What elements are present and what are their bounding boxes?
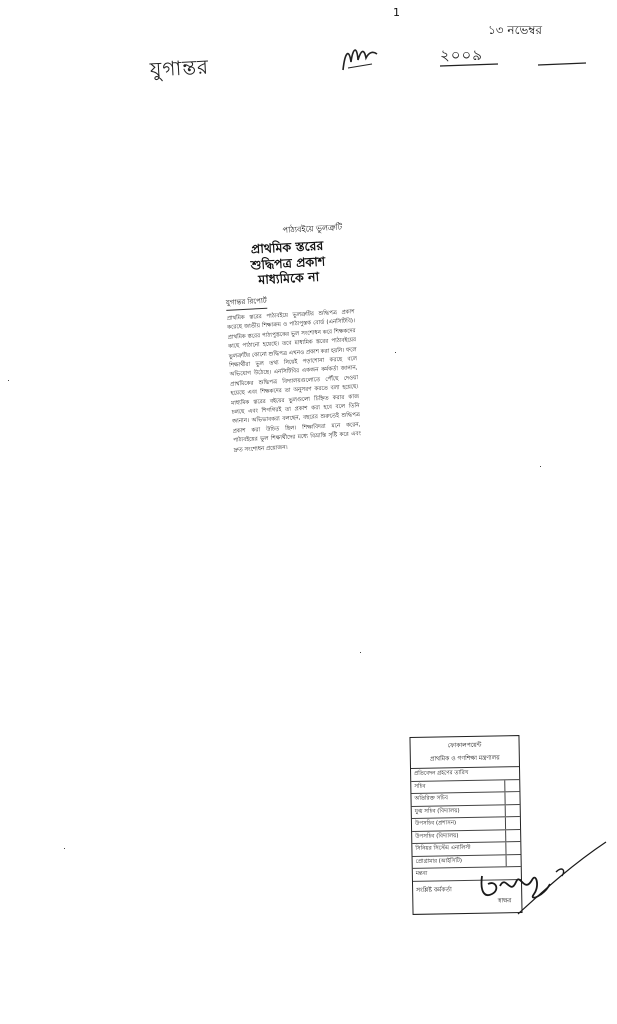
clipping-byline: যুগান্তর রিপোর্ট [226, 295, 267, 311]
headline-line-2: শুদ্ধিপত্র প্রকাশ [250, 253, 326, 273]
stamp-row-label: সিনিয়র সিস্টেম এনালিস্ট [415, 844, 471, 852]
stamp-row-label: উপসচিব (বিদ্যালয়) [415, 832, 459, 840]
handwritten-signature [470, 836, 610, 926]
date-line-2: ২০০৯ [440, 46, 483, 64]
date-line-1: ১৩ নভেম্বর [488, 23, 542, 37]
headline-line-3: মাধ্যমিকে না [257, 269, 320, 288]
stamp-subtitle: প্রাথমিক ও গণশিক্ষা মন্ত্রণালয় [411, 750, 519, 769]
stamp-row-label: প্রোগ্রামার (আইসিটি) [415, 857, 463, 865]
stamp-row-label: অতিরিক্ত সচিব [414, 795, 448, 802]
headline-line-1: প্রাথমিক স্তরের [250, 237, 324, 257]
stamp-checkbox [505, 805, 520, 817]
speck [8, 380, 9, 381]
stamp-row-label: মন্তব্য [415, 870, 428, 877]
clipping-kicker: পাঠ্যবইয়ে ভুলত্রুটি [282, 222, 343, 235]
stamp-checkbox [504, 792, 519, 804]
stamp-checkbox [504, 780, 519, 792]
clipping-headline [223, 236, 353, 290]
stamp-row-label: প্রতিবেদন গ্রহণের তারিখ [414, 769, 469, 777]
handwritten-initials [340, 42, 380, 76]
speck [540, 466, 541, 467]
speck [360, 652, 361, 653]
stamp-footer: সংশ্লিষ্ট কর্মকর্তা [416, 885, 452, 894]
date-underline [438, 60, 588, 70]
stamp-signature-label: স্বাক্ষর [497, 897, 512, 905]
stamp-title: ফোকালপয়েন্ট [447, 741, 482, 750]
page-number: 1 [393, 6, 400, 19]
stamp-row-label: উপসচিব (প্রশাসন) [414, 820, 457, 827]
news-clipping [222, 221, 371, 623]
speck [395, 352, 396, 353]
stamp-checkbox [505, 817, 520, 829]
stamp-row-label: সচিব [414, 783, 426, 790]
newspaper-name: যুগান্তর [149, 54, 210, 82]
clipping-body: প্রাথমিক স্তরের পাঠ্যবইয়ে ভুলত্রুটির শুদ্ধিপত্র প্রকাশ করেছে জাতীয় শিক্ষাক্রম ও পাঠ্যপুস্তক বোর্ড (এনসিটিবি)। প্রাথমিক স্তরের পাঠ্যপুস্তকের ভুল সংশোধন করে শিক্ষকদের কাছে পাঠানো হয়েছে। তবে মাধ্যমিক স্তরের পাঠ্যবইয়ের ভুলত্রুটির কোনো শুদ্ধিপত্র এখনও প্রকাশ করা হয়নি। ফলে শিক্ষার্থীরা ভুল তথ্য নিয়েই পড়াশোনা করছে বলে অভিযোগ উঠেছে। এনসিটিবির একজন কর্মকর্তা জানান, প্রাথমিকের শুদ্ধিপত্র বিদ্যালয়গুলোতে পৌঁছে দেওয়া হয়েছে এবং শিক্ষকদের তা অনুসরণ করতে বলা হয়েছে। মাধ্যমিক স্তরের বইয়ের ভুলগুলো চিহ্নিত করার কাজ চলছে এবং শিগগিরই তা প্রকাশ করা হবে বলে তিনি জানান। অভিভাবকরা বলছেন, বছরের শুরুতেই শুদ্ধিপত্র প্রকাশ করা উচিত ছিল। শিক্ষাবিদরা মনে করেন, পাঠ্যবইয়ের ভুল শিক্ষার্থীদের মধ্যে বিভ্রান্তি সৃষ্টি করে এবং দ্রুত সংশোধন প্রয়োজন। [226, 309, 362, 454]
stamp-row-label: যুগ্ম সচিব (বিদ্যালয়) [414, 807, 460, 815]
speck [64, 848, 65, 849]
